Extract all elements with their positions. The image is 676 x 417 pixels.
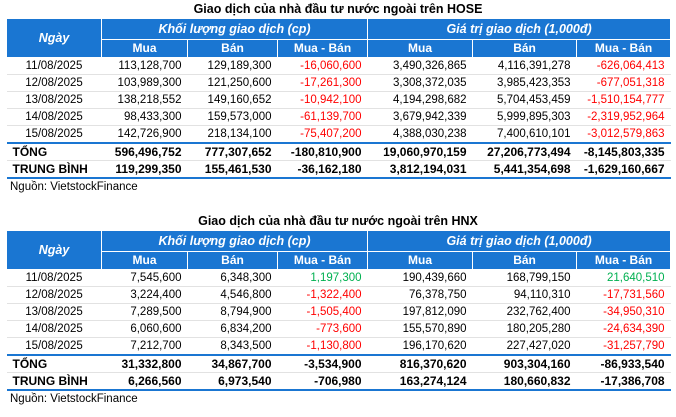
hnx-title: Giao dịch của nhà đầu tư nước ngoài trên HNX [198, 214, 478, 228]
average-val-sell: 180,660,832 [473, 373, 577, 391]
vol-net-cell: -1,322,400 [278, 287, 368, 304]
vol-sell-cell: 8,343,500 [188, 338, 278, 356]
val-net-cell: -1,510,154,777 [577, 92, 671, 109]
val-net-cell: -24,634,390 [577, 321, 671, 338]
vol-buy-cell: 6,060,600 [102, 321, 188, 338]
vol-net-cell: -1,130,800 [278, 338, 368, 356]
table-row [7, 92, 671, 109]
hnx-value-group-header: Giá trị giao dịch (1,000đ) [368, 231, 671, 252]
hnx-col-vol-buy: Mua [102, 252, 188, 270]
vol-buy-cell: 7,212,700 [102, 338, 188, 356]
hose-title: Giao dịch của nhà đầu tư nước ngoài trên HOSE [193, 2, 483, 16]
average-row [7, 161, 671, 179]
vol-buy-cell: 138,218,552 [102, 92, 188, 109]
val-net-cell: -31,257,790 [577, 338, 671, 356]
val-net-cell: -677,051,318 [577, 75, 671, 92]
vol-sell-cell: 6,834,200 [188, 321, 278, 338]
table-row [7, 75, 671, 92]
average-val-buy: 163,274,124 [368, 373, 473, 391]
val-net-cell: -2,319,952,964 [577, 109, 671, 126]
hose-source: Nguồn: VietstockFinance [10, 181, 138, 193]
total-val-sell: 27,206,773,494 [473, 143, 577, 161]
vol-net-cell: -16,060,600 [278, 58, 368, 75]
vol-sell-cell: 4,546,800 [188, 287, 278, 304]
vol-sell-cell: 159,573,000 [188, 109, 278, 126]
vol-net-cell: -75,407,200 [278, 126, 368, 144]
total-row [7, 355, 671, 373]
val-net-cell: -626,064,413 [577, 58, 671, 75]
val-buy-cell: 155,570,890 [368, 321, 473, 338]
row-date: 11/08/2025 [7, 270, 102, 287]
hnx-col-vol-sell: Bán [188, 252, 278, 270]
val-sell-cell: 7,400,610,101 [473, 126, 577, 144]
hose-col-date: Ngày [7, 19, 102, 58]
average-vol-buy: 119,299,350 [102, 161, 188, 179]
val-buy-cell: 3,679,942,339 [368, 109, 473, 126]
hnx-col-val-net: Mua - Bán [577, 252, 671, 270]
hnx-volume-group-header: Khối lượng giao dịch (cp) [102, 231, 368, 252]
val-sell-cell: 227,427,020 [473, 338, 577, 356]
total-vol-net: -180,810,900 [278, 143, 368, 161]
row-date: 13/08/2025 [7, 304, 102, 321]
hnx-section [6, 212, 670, 407]
hose-col-val-net: Mua - Bán [577, 40, 671, 58]
row-date: 15/08/2025 [7, 338, 102, 356]
val-buy-cell: 190,439,660 [368, 270, 473, 287]
total-label: TỔNG [7, 143, 102, 161]
vol-buy-cell: 113,128,700 [102, 58, 188, 75]
total-vol-sell: 34,867,700 [188, 355, 278, 373]
average-vol-buy: 6,266,560 [102, 373, 188, 391]
vol-net-cell: -17,261,300 [278, 75, 368, 92]
hose-col-vol-buy: Mua [102, 40, 188, 58]
vol-buy-cell: 7,289,500 [102, 304, 188, 321]
vol-sell-cell: 6,348,300 [188, 270, 278, 287]
table-row [7, 126, 671, 144]
val-buy-cell: 4,388,030,238 [368, 126, 473, 144]
vol-buy-cell: 98,433,300 [102, 109, 188, 126]
table-row [7, 58, 671, 75]
hnx-col-date: Ngày [7, 231, 102, 270]
hnx-source: Nguồn: VietstockFinance [10, 393, 138, 405]
hose-value-group-header: Giá trị giao dịch (1,000đ) [368, 19, 671, 40]
val-sell-cell: 5,704,453,459 [473, 92, 577, 109]
row-date: 12/08/2025 [7, 75, 102, 92]
hose-col-vol-net: Mua - Bán [278, 40, 368, 58]
hose-col-val-sell: Bán [473, 40, 577, 58]
average-vol-net: -36,162,180 [278, 161, 368, 179]
val-sell-cell: 5,999,895,303 [473, 109, 577, 126]
table-row [7, 321, 671, 338]
val-buy-cell: 76,378,750 [368, 287, 473, 304]
table-row [7, 109, 671, 126]
average-row [7, 373, 671, 391]
hnx-col-val-buy: Mua [368, 252, 473, 270]
table-row [7, 270, 671, 287]
vol-net-cell: -61,139,700 [278, 109, 368, 126]
val-sell-cell: 232,762,400 [473, 304, 577, 321]
hose-volume-group-header: Khối lượng giao dịch (cp) [102, 19, 368, 40]
val-net-cell: -17,731,560 [577, 287, 671, 304]
val-buy-cell: 3,308,372,035 [368, 75, 473, 92]
val-sell-cell: 94,110,310 [473, 287, 577, 304]
row-date: 15/08/2025 [7, 126, 102, 144]
average-label: TRUNG BÌNH [7, 373, 102, 391]
vol-sell-cell: 121,250,600 [188, 75, 278, 92]
row-date: 14/08/2025 [7, 109, 102, 126]
row-date: 14/08/2025 [7, 321, 102, 338]
total-val-buy: 816,370,620 [368, 355, 473, 373]
val-sell-cell: 4,116,391,278 [473, 58, 577, 75]
vol-buy-cell: 142,726,900 [102, 126, 188, 144]
row-date: 13/08/2025 [7, 92, 102, 109]
row-date: 11/08/2025 [7, 58, 102, 75]
vol-net-cell: -10,942,100 [278, 92, 368, 109]
total-vol-buy: 596,496,752 [102, 143, 188, 161]
hose-col-val-buy: Mua [368, 40, 473, 58]
val-buy-cell: 196,170,620 [368, 338, 473, 356]
row-date: 12/08/2025 [7, 287, 102, 304]
hose-col-vol-sell: Bán [188, 40, 278, 58]
average-val-sell: 5,441,354,698 [473, 161, 577, 179]
average-val-net: -17,386,708 [577, 373, 671, 391]
total-label: TỔNG [7, 355, 102, 373]
hnx-col-vol-net: Mua - Bán [278, 252, 368, 270]
val-buy-cell: 197,812,090 [368, 304, 473, 321]
vol-buy-cell: 7,545,600 [102, 270, 188, 287]
vol-net-cell: 1,197,300 [278, 270, 368, 287]
table-row [7, 304, 671, 321]
average-label: TRUNG BÌNH [7, 161, 102, 179]
vol-sell-cell: 149,160,652 [188, 92, 278, 109]
average-vol-sell: 155,461,530 [188, 161, 278, 179]
total-vol-sell: 777,307,652 [188, 143, 278, 161]
vol-sell-cell: 129,189,300 [188, 58, 278, 75]
vol-sell-cell: 8,794,900 [188, 304, 278, 321]
hnx-table [6, 230, 671, 391]
val-sell-cell: 180,205,280 [473, 321, 577, 338]
total-val-net: -8,145,803,335 [577, 143, 671, 161]
average-vol-net: -706,980 [278, 373, 368, 391]
val-sell-cell: 168,799,150 [473, 270, 577, 287]
average-val-net: -1,629,160,667 [577, 161, 671, 179]
val-sell-cell: 3,985,423,353 [473, 75, 577, 92]
vol-net-cell: -773,600 [278, 321, 368, 338]
hose-table [6, 18, 671, 179]
vol-buy-cell: 3,224,400 [102, 287, 188, 304]
total-val-sell: 903,304,160 [473, 355, 577, 373]
vol-net-cell: -1,505,400 [278, 304, 368, 321]
val-net-cell: 21,640,510 [577, 270, 671, 287]
val-net-cell: -3,012,579,863 [577, 126, 671, 144]
val-net-cell: -34,950,310 [577, 304, 671, 321]
val-buy-cell: 3,490,326,865 [368, 58, 473, 75]
val-buy-cell: 4,194,298,682 [368, 92, 473, 109]
total-vol-buy: 31,332,800 [102, 355, 188, 373]
hnx-col-val-sell: Bán [473, 252, 577, 270]
average-vol-sell: 6,973,540 [188, 373, 278, 391]
table-row [7, 287, 671, 304]
vol-buy-cell: 103,989,300 [102, 75, 188, 92]
average-val-buy: 3,812,194,031 [368, 161, 473, 179]
total-val-buy: 19,060,970,159 [368, 143, 473, 161]
total-vol-net: -3,534,900 [278, 355, 368, 373]
vol-sell-cell: 218,134,100 [188, 126, 278, 144]
total-row [7, 143, 671, 161]
total-val-net: -86,933,540 [577, 355, 671, 373]
hose-section [6, 0, 670, 195]
table-row [7, 338, 671, 356]
